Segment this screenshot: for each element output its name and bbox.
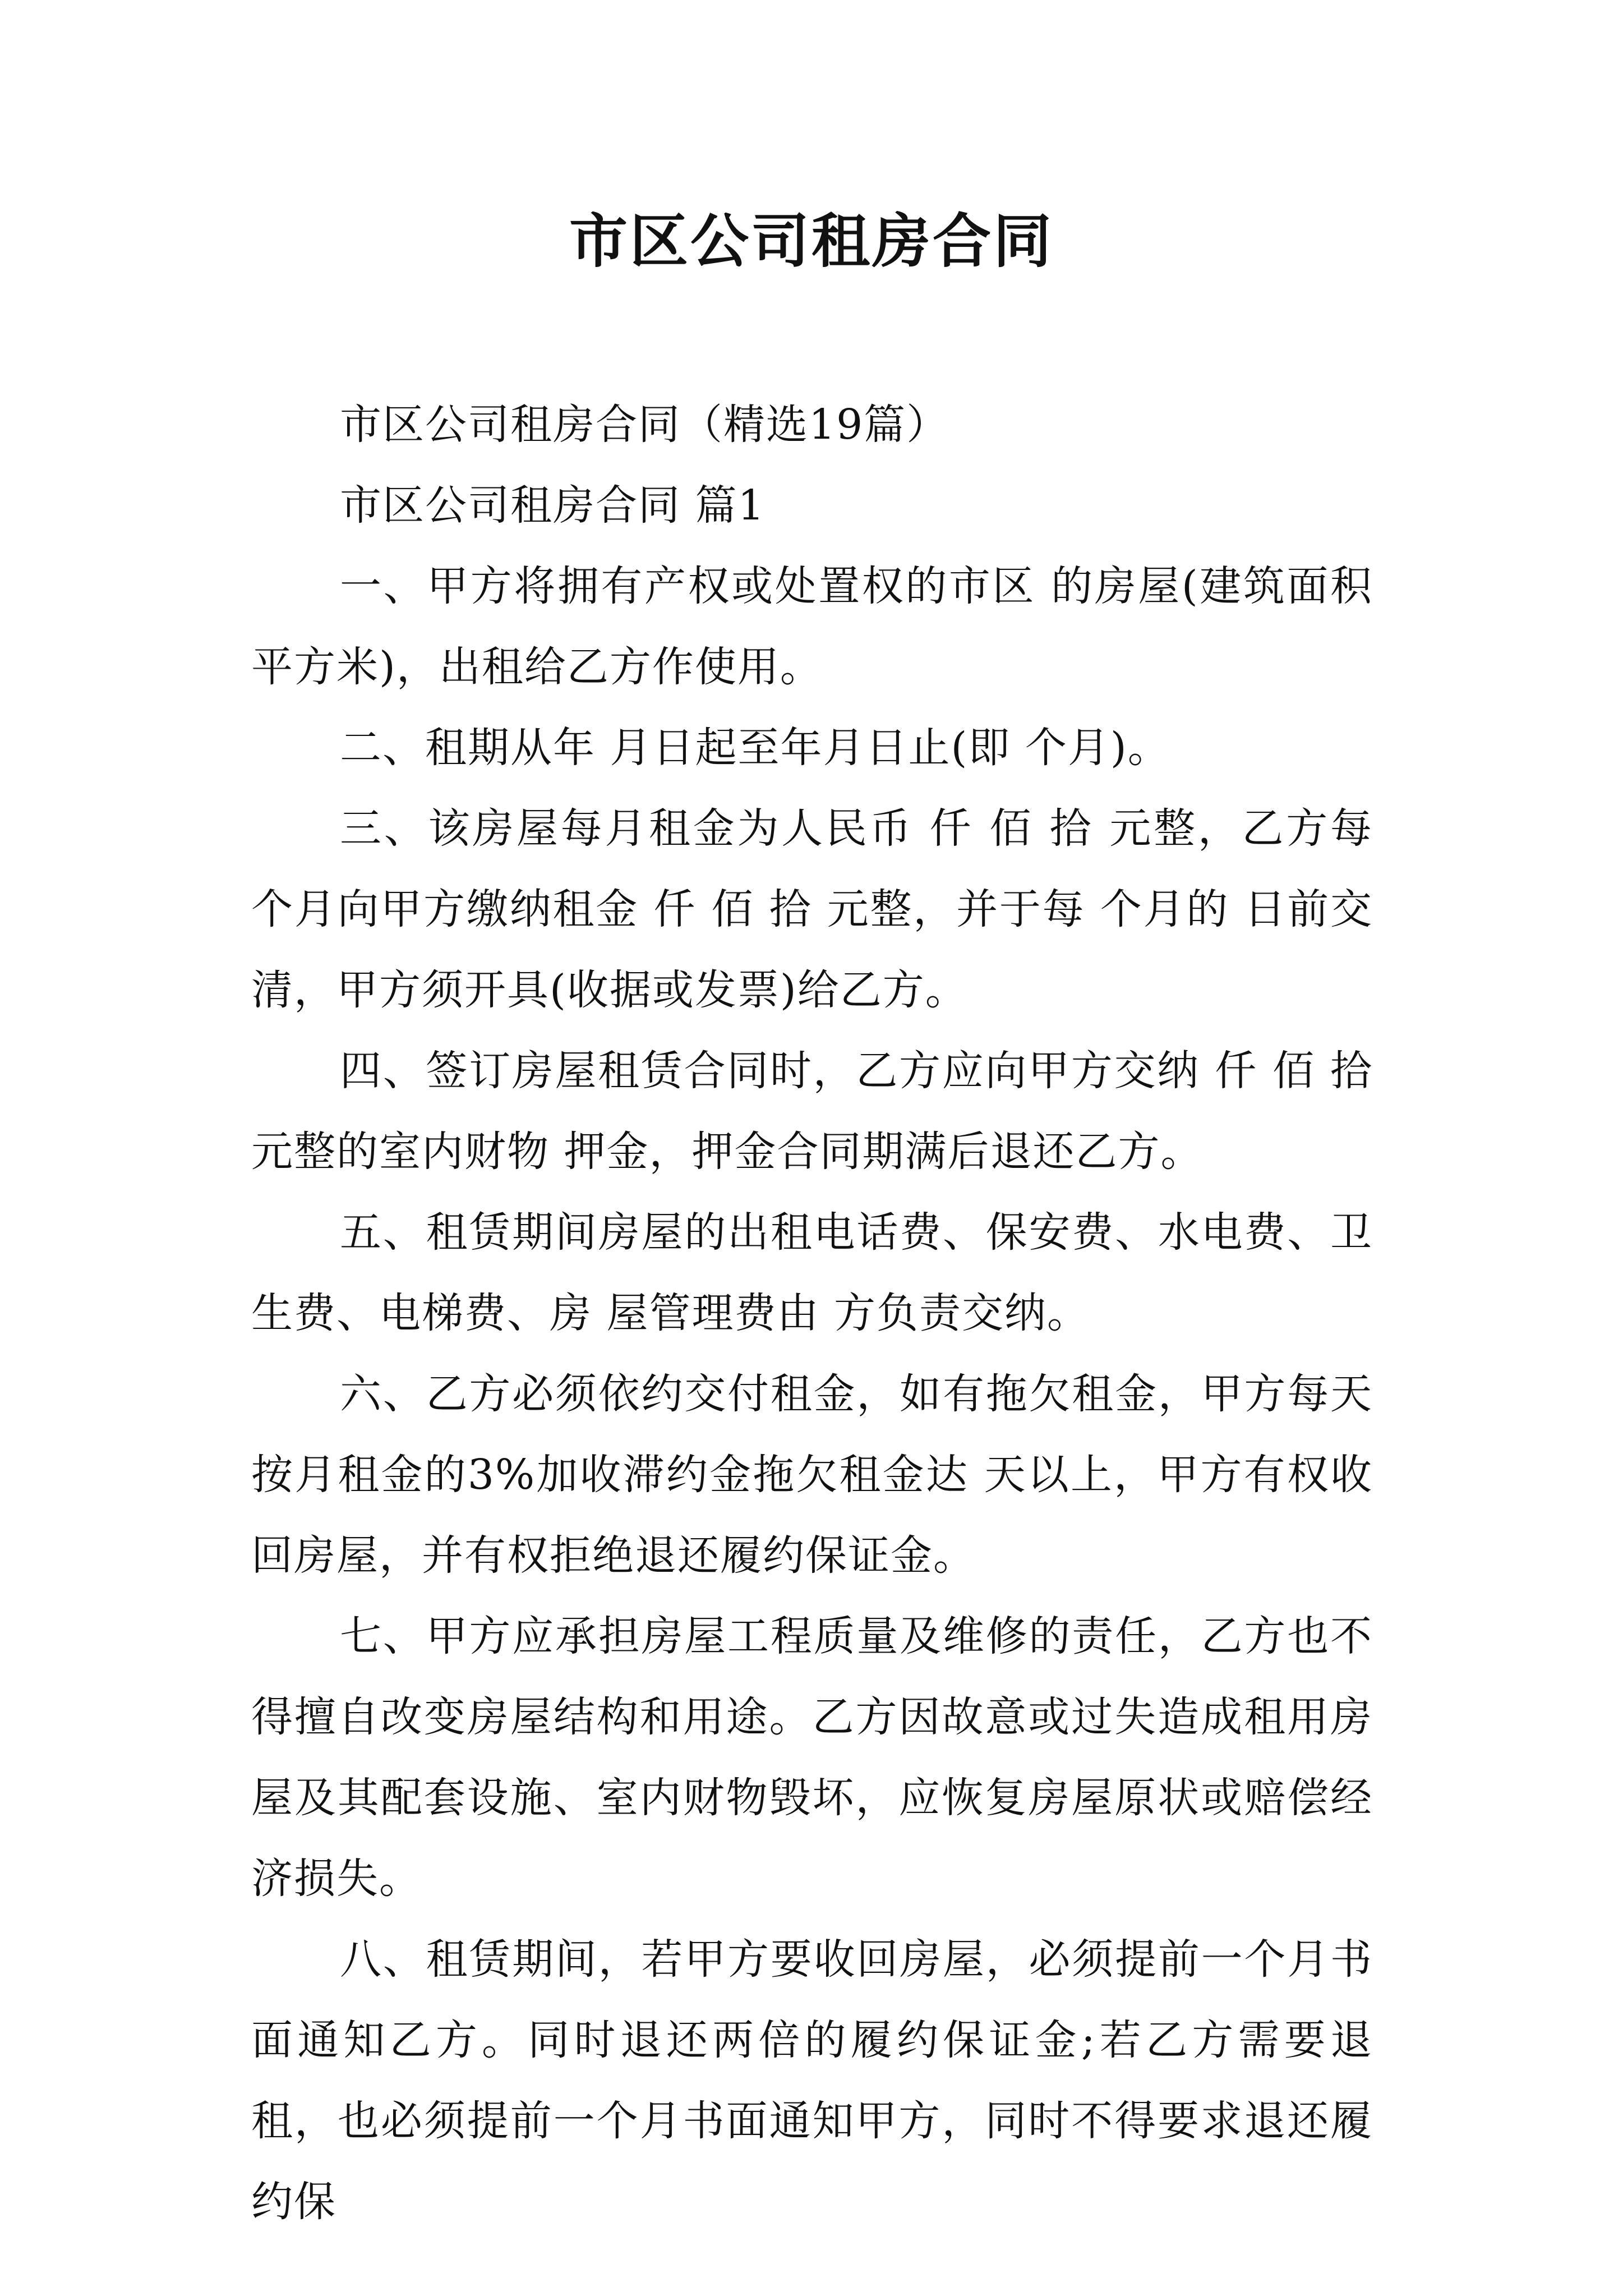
paragraph-clause-3: 三、该房屋每月租金为人民币 仟 佰 拾 元整，乙方每个月向甲方缴纳租金 仟 佰 拾 元整，并于每 个月的 日前交清，甲方须开具(收据或发票)给乙方。 <box>251 804 1373 1014</box>
paragraph-clause-7: 七、甲方应承担房屋工程质量及维修的责任，乙方也不得擅自改变房屋结构和用途。乙方因故意或过失造成租用房屋及其配套设施、室内财物毁坏，应恢复房屋原状或赔偿经济损失。 <box>251 1612 1373 1903</box>
document-body <box>251 384 1373 2242</box>
paragraph-clause-5: 五、租赁期间房屋的出租电话费、保安费、水电费、卫生费、电梯费、房 屋管理费由 方负责交纳。 <box>251 1208 1373 1337</box>
paragraph-section-heading: 市区公司租房合同 篇1 <box>340 481 766 530</box>
paragraph-clause-4: 四、签订房屋租赁合同时，乙方应向甲方交纳 仟 佰 拾 元整的室内财物 押金，押金合同期满后退还乙方。 <box>251 1047 1373 1176</box>
paragraph-clause-8: 八、租赁期间，若甲方要收回房屋，必须提前一个月书面通知乙方。同时退还两倍的履约保证金;若乙方需要退租，也必须提前一个月书面通知甲方，同时不得要求退还履约保 <box>251 1935 1373 2226</box>
paragraph-clause-6: 六、乙方必须依约交付租金，如有拖欠租金，甲方每天按月租金的3%加收滞约金拖欠租金达 天以上，甲方有权收回房屋，并有权拒绝退还履约保证金。 <box>251 1370 1373 1580</box>
paragraph-clause-2: 二、租期从年 月日起至年月日止(即 个月)。 <box>340 724 1170 772</box>
document-title: 市区公司租房合同 <box>569 206 1054 275</box>
paragraph-collection-heading: 市区公司租房合同（精选19篇） <box>340 401 949 449</box>
paragraph-clause-1: 一、甲方将拥有产权或处置权的市区 的房屋(建筑面积 平方米)，出租给乙方作使用。 <box>251 562 1373 691</box>
